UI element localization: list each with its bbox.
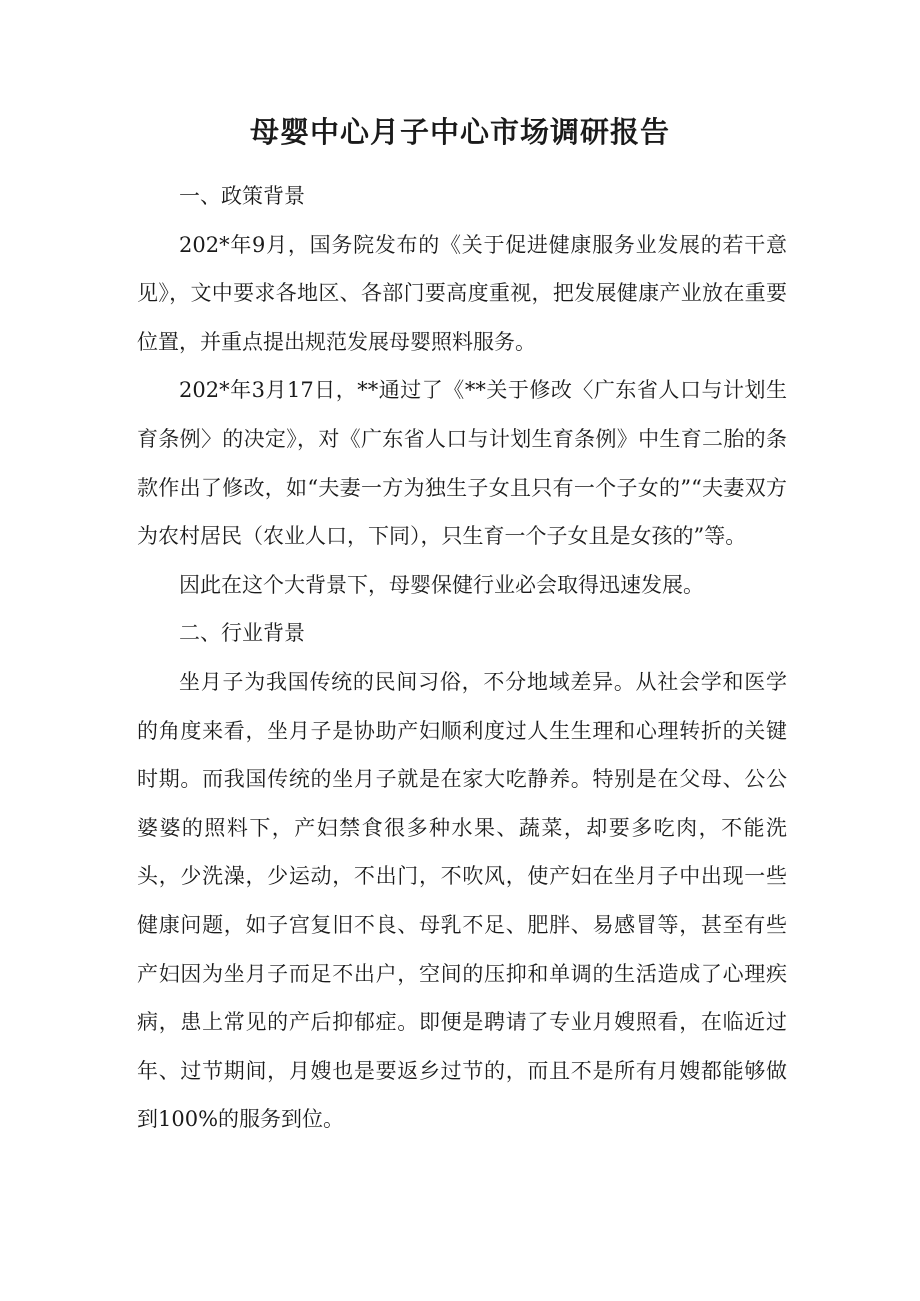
section-heading-policy: 一、政策背景 [179,184,305,208]
paragraph-policy-3: 因此在这个大背景下，母婴保健行业必会取得迅速发展。 [179,572,704,597]
paragraph-policy-1: 202*年9月，国务院发布的《关于促进健康服务业发展的若干意见》，文中要求各地区、各部门要高度重视，把发展健康产业放在重要位置，并重点提出规范发展母婴照料服务。 [137,232,787,354]
document-body [137,172,787,1144]
document-title: 母婴中心月子中心市场调研报告 [249,115,670,149]
section-heading-industry: 二、行业背景 [179,621,305,646]
paragraph-industry-1: 坐月子为我国传统的民间习俗，不分地域差异。从社会学和医学的角度来看，坐月子是协助产妇顺利度过人生生理和心理转折的关键时期。而我国传统的坐月子就是在家大吃静养。特别是在父母、公公婆婆的照料下，产妇禁食很多种水果、蔬菜，却要多吃肉，不能洗头，少洗澡，少运动，不出门，不吹风，使产妇在坐月子中出现一些健康问题，如子宫复旧不良、母乳不足、肥胖、易感冒等，甚至有些产妇因为坐月子而足不出户，空间的压抑和单调的生活造成了心理疾病，患上常见的产后抑郁症。即便是聘请了专业月嫂照看，在临近过年、过节期间，月嫂也是要返乡过节的，而且不是所有月嫂都能够做到100%的服务到位。 [137,669,787,1132]
paragraph-policy-2: 202*年3月17日，**通过了《**关于修改〈广东省人口与计划生育条例〉的决定》，对《广东省人口与计划生育条例》中生育二胎的条款作出了修改，如“夫妻一方为独生子女且只有一个子女的”“夫妻双方为农村居民（农业人口，下同），只生育一个子女且是女孩的”等。 [137,378,787,549]
